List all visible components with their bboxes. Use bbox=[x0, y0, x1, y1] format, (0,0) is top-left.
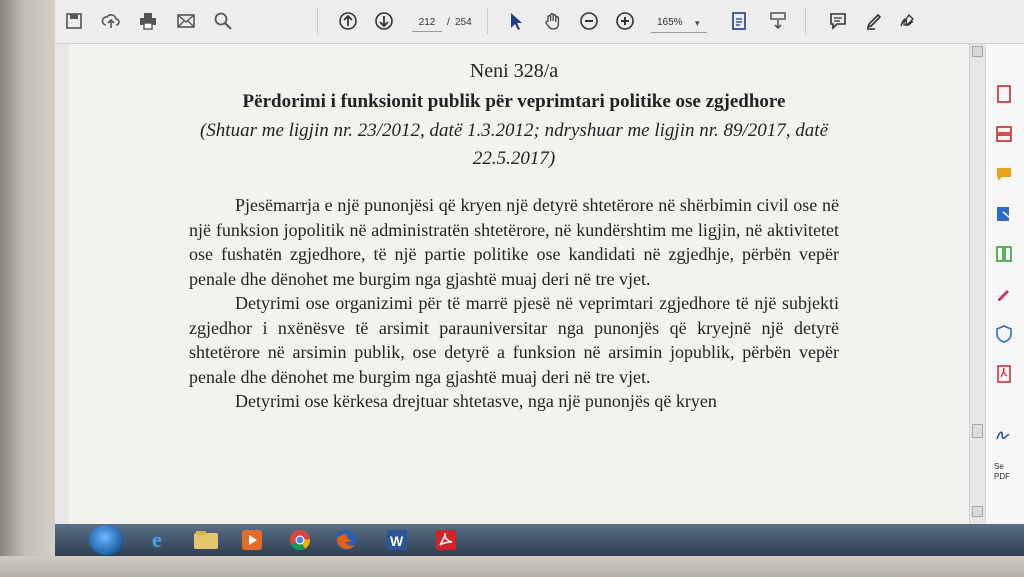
combine-files-icon[interactable] bbox=[994, 204, 1014, 224]
ie-icon[interactable] bbox=[143, 526, 177, 554]
windows-taskbar bbox=[55, 524, 1024, 556]
sign-icon[interactable] bbox=[897, 10, 919, 32]
scroll-up-button[interactable] bbox=[972, 46, 983, 57]
page-up-icon[interactable] bbox=[337, 10, 359, 32]
chevron-down-icon[interactable]: ▾ bbox=[695, 18, 700, 28]
start-button[interactable] bbox=[89, 525, 123, 555]
scrollbar-thumb[interactable] bbox=[972, 424, 983, 438]
article-amendment-note: (Shtuar me ligjin nr. 23/2012, datë 1.3.2012; ndryshuar me ligjin nr. 89/2017, datë 22.5.2017) bbox=[199, 120, 829, 169]
zoom-in-icon[interactable] bbox=[614, 10, 636, 32]
page-separator: / bbox=[447, 17, 450, 28]
save-icon[interactable] bbox=[63, 10, 85, 32]
search-icon[interactable] bbox=[212, 10, 234, 32]
page-content bbox=[189, 56, 839, 414]
upload-icon[interactable] bbox=[100, 10, 122, 32]
tools-pane-caption bbox=[994, 462, 1010, 482]
page-total: 254 bbox=[455, 17, 472, 28]
zoom-out-icon[interactable] bbox=[578, 10, 600, 32]
article-title: Përdorimi i funksionit publik për veprimtari politike ose zgjedhore bbox=[242, 91, 786, 112]
monitor-bezel-left bbox=[0, 0, 62, 577]
scroll-down-button[interactable] bbox=[972, 506, 983, 517]
article-number: Neni 328/a bbox=[469, 60, 559, 82]
pdf-toolbar bbox=[55, 0, 1024, 44]
hand-icon[interactable] bbox=[542, 10, 564, 32]
select-arrow-icon[interactable] bbox=[505, 10, 527, 32]
fit-page-icon[interactable] bbox=[729, 10, 751, 32]
screen bbox=[55, 0, 1024, 556]
tools-pane-caption-line: Se bbox=[994, 462, 1004, 471]
edit-pdf-icon[interactable] bbox=[994, 284, 1014, 304]
highlight-icon[interactable] bbox=[863, 10, 885, 32]
toolbar-separator bbox=[805, 8, 806, 34]
scroll-mode-icon[interactable] bbox=[767, 10, 789, 32]
svg-text:e: e bbox=[152, 528, 162, 552]
export-pdf-icon[interactable] bbox=[994, 84, 1014, 104]
file-explorer-icon[interactable] bbox=[189, 526, 223, 554]
create-pdf-icon[interactable] bbox=[994, 124, 1014, 144]
acrobat-file-icon[interactable] bbox=[994, 364, 1014, 384]
page-number-input[interactable]: 212 bbox=[412, 14, 442, 32]
monitor-bezel-bottom bbox=[0, 556, 1024, 577]
media-player-icon[interactable] bbox=[235, 526, 269, 554]
firefox-icon[interactable] bbox=[329, 526, 363, 554]
fill-sign-icon[interactable] bbox=[994, 424, 1014, 444]
organize-pages-icon[interactable] bbox=[994, 244, 1014, 264]
word-icon-letter: W bbox=[390, 533, 404, 549]
protect-icon[interactable] bbox=[994, 324, 1014, 344]
toolbar-separator bbox=[317, 8, 318, 34]
acrobat-icon[interactable] bbox=[429, 526, 463, 554]
tools-pane-caption-line: PDF bbox=[994, 472, 1010, 481]
chrome-icon[interactable] bbox=[283, 526, 317, 554]
paragraph: Detyrimi ose organizimi për të marrë pjesë në veprimtari zgjedhore të një subjekti zgjedhor i nxënësve të arsimit parauniversitar nga punonjës që kryejnë një detyrë shtetërore në arsimin publik, ose detyrë a funksion në arsimin jopublik, përbën vepër penale dhe dënohet me burgim nga gjashtë muaj deri në tre vjet. bbox=[189, 293, 839, 387]
paragraph: Detyrimi ose kërkesa drejtuar shtetasve, nga një punonjës që kryen bbox=[235, 391, 717, 411]
tools-pane bbox=[985, 44, 1024, 524]
email-icon[interactable] bbox=[175, 10, 197, 32]
pdf-document-page[interactable] bbox=[69, 44, 969, 524]
word-icon[interactable] bbox=[381, 526, 415, 554]
zoom-level-select[interactable]: 165% bbox=[651, 13, 707, 33]
print-icon[interactable] bbox=[137, 10, 159, 32]
toolbar-separator bbox=[487, 8, 488, 34]
comment-icon[interactable] bbox=[827, 10, 849, 32]
paragraph: Pjesëmarrja e një punonjësi që kryen një detyrë shtetërore në shërbimin civil ose në një funksion jopolitik në administratën shtetërore, në kundërshtim me ligjin, në aktivitetet ose fushatën zgjedhore, të një partie politike ose kandidati në zgjedhje, përbën vepër penale dhe dënohet me burgim nga gjashtë muaj deri në tre vjet. bbox=[189, 195, 839, 289]
comment-tool-icon[interactable] bbox=[994, 164, 1014, 184]
page-down-icon[interactable] bbox=[373, 10, 395, 32]
vertical-scrollbar[interactable] bbox=[969, 44, 985, 524]
